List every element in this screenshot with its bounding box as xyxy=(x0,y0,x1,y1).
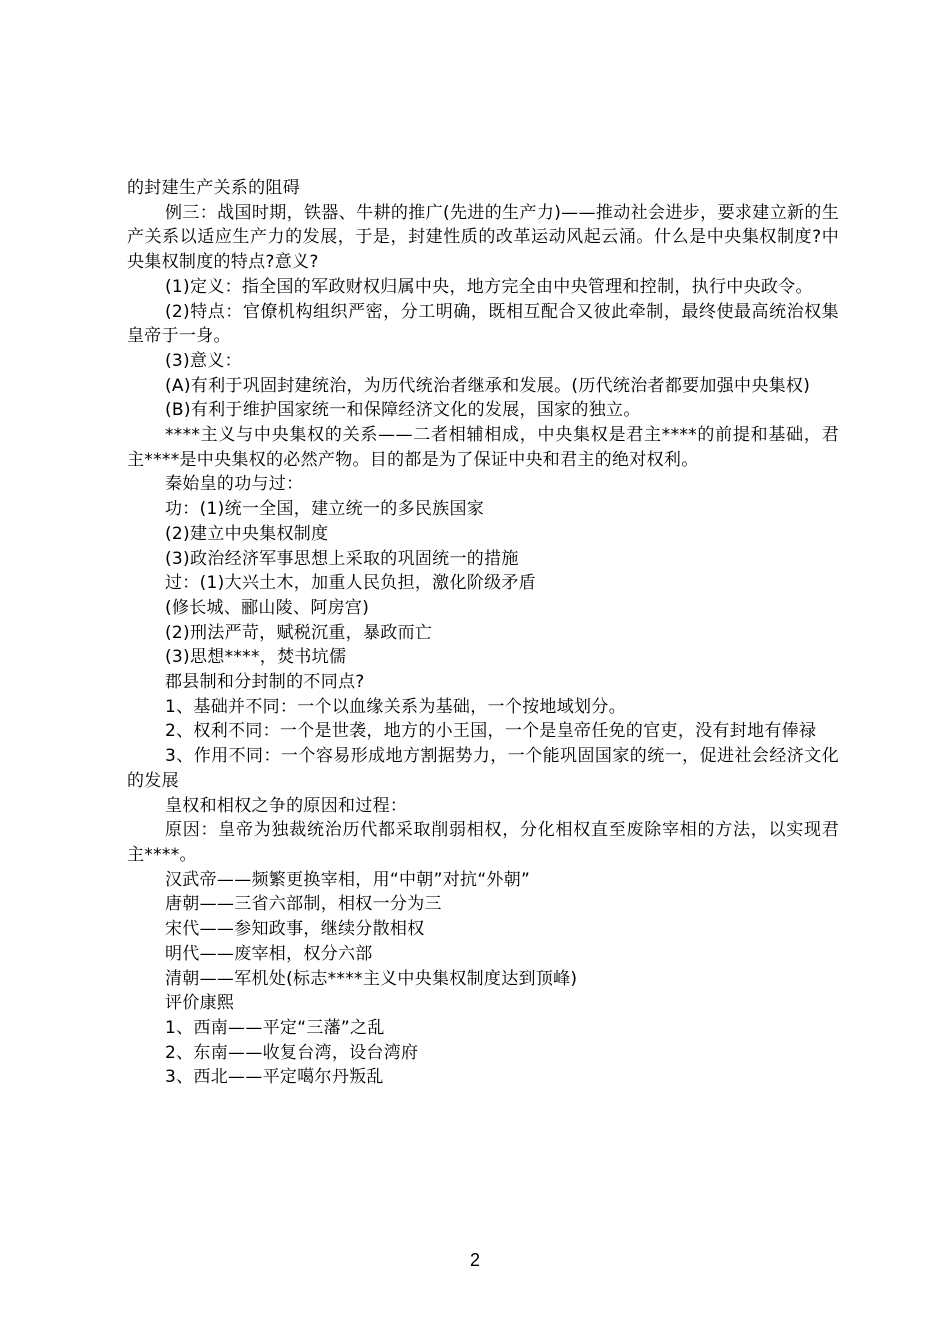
body-text xyxy=(127,176,839,1090)
paragraph: 的封建生产关系的阻碍 xyxy=(127,178,300,198)
paragraph: 评价康熙 xyxy=(165,993,235,1014)
paragraph: (2)特点：官僚机构组织严密，分工明确，既相互配合又彼此牵制，最终使最高统治权集皇帝于一身。 xyxy=(127,301,839,347)
paragraph: (3)思想****，焚书坑儒 xyxy=(165,647,347,668)
paragraph: 功：(1)统一全国，建立统一的多民族国家 xyxy=(165,499,485,520)
paragraph: 1、基础并不同：一个以血缘关系为基础，一个按地域划分。 xyxy=(165,696,626,717)
paragraph: (B)有利于维护国家统一和保障经济文化的发展，国家的独立。 xyxy=(165,400,641,421)
paragraph: 原因：皇帝为独裁统治历代都采取削弱相权，分化相权直至废除宰相的方法，以实现君主****。 xyxy=(127,820,839,865)
paragraph: 汉武帝——频繁更换宰相，用“中朝”对抗“外朝” xyxy=(165,869,531,890)
paragraph: ****主义与中央集权的关系——二者相辅相成，中央集权是君主****的前提和基础，君主****是中央集权的必然产物。目的都是为了保证中央和君主的绝对权利。 xyxy=(127,425,839,470)
paragraph: 郡县制和分封制的不同点? xyxy=(165,672,365,693)
paragraph: 明代——废宰相，权分六部 xyxy=(165,943,373,964)
paragraph: 2、东南——收复台湾，设台湾府 xyxy=(165,1042,419,1063)
page-number: 2 xyxy=(469,1250,480,1270)
paragraph: 2、权利不同：一个是世袭，地方的小王国，一个是皇帝任免的官吏，没有封地有俸禄 xyxy=(165,721,817,742)
paragraph: 皇权和相权之争的原因和过程： xyxy=(165,795,408,816)
paragraph: 1、西南——平定“三藩”之乱 xyxy=(165,1017,385,1038)
paragraph: 3、西北——平定噶尔丹叛乱 xyxy=(165,1067,384,1088)
paragraph: (1)定义：指全国的军政财权归属中央，地方完全由中央管理和控制，执行中央政令。 xyxy=(165,276,813,297)
paragraph: (3)意义： xyxy=(165,350,242,371)
paragraph: 宋代——参知政事，继续分散相权 xyxy=(165,919,425,940)
paragraph: 秦始皇的功与过： xyxy=(165,474,304,495)
paragraph: 清朝——军机处(标志****主义中央集权制度达到顶峰) xyxy=(165,968,578,989)
paragraph: 过：(1)大兴土木，加重人民负担，激化阶级矛盾 xyxy=(165,573,536,594)
paragraph: (A)有利于巩固封建统治，为历代统治者继承和发展。(历代统治者都要加强中央集权) xyxy=(165,375,811,396)
paragraph: (3)政治经济军事思想上采取的巩固统一的措施 xyxy=(165,548,519,569)
paragraph: 3、作用不同：一个容易形成地方割据势力，一个能巩固国家的统一，促进社会经济文化的发展 xyxy=(127,746,839,791)
paragraph: 唐朝——三省六部制，相权一分为三 xyxy=(165,894,442,915)
paragraph: (2)建立中央集权制度 xyxy=(165,523,329,544)
paragraph: (2)刑法严苛，赋税沉重，暴政而亡 xyxy=(165,622,433,643)
paragraph: 例三：战国时期，铁器、牛耕的推广(先进的生产力)——推动社会进步，要求建立新的生产关系以适应生产力的发展，于是，封建性质的改革运动风起云涌。什么是中央集权制度?中央集权制度的特点?意义? xyxy=(127,202,839,273)
paragraph: (修长城、郦山陵、阿房宫) xyxy=(165,597,370,618)
